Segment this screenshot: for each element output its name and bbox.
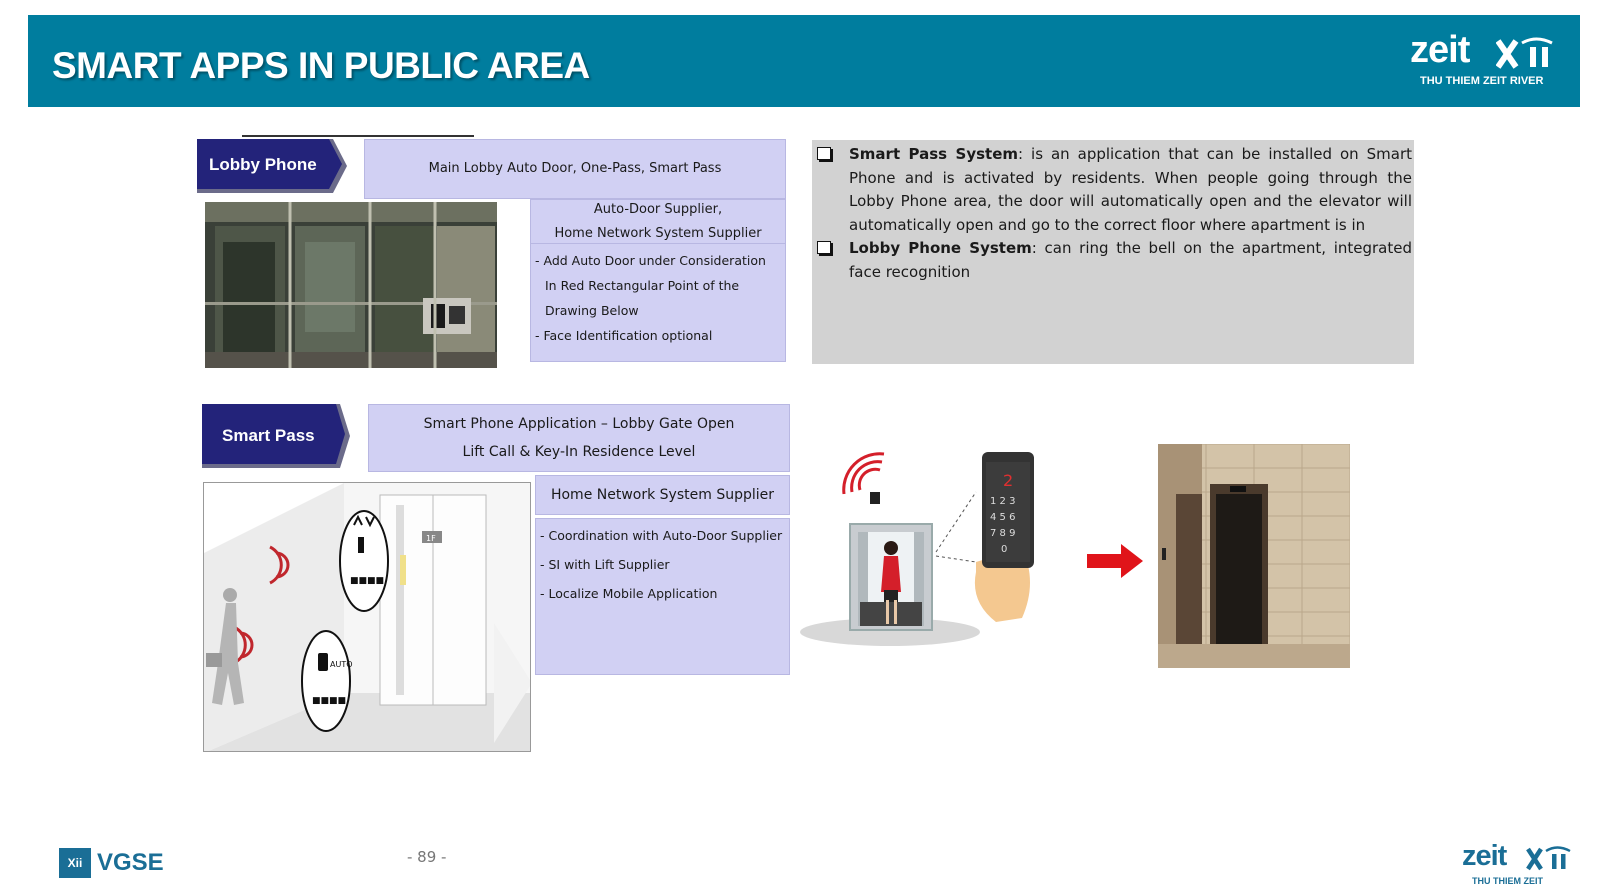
smart-pass-note-2: - SI with Lift Supplier [540, 557, 670, 572]
lobby-note-2: In Red Rectangular Point of the [545, 278, 740, 293]
phone-floor-number: 2 [1003, 471, 1014, 490]
info-item-text: : can ring the bell on the apartment, integrated face recognition [849, 239, 1412, 281]
lobby-main-text: Main Lobby Auto Door, One-Pass, Smart Pass [428, 161, 722, 176]
info-item-title: Smart Pass System [849, 145, 1019, 163]
auto-door-image-icon [205, 202, 497, 368]
info-panel [812, 140, 1414, 364]
smart-pass-notes-box [535, 518, 790, 675]
smart-pass-supplier-box [535, 475, 790, 515]
info-item-text: : is an application that can be installed on Smart Phone and is activated by residents. When people going through the Lobby Phone area, the door will automatically open and the elevator will automatically open and go to the correct floor where apartment is in [849, 145, 1412, 234]
info-item-smart-pass [812, 143, 1414, 237]
tag-top-rule [242, 135, 474, 137]
lobby-phone-tag [197, 139, 347, 191]
lobby-main-box [364, 139, 786, 199]
logo-subtitle: THU THIEM ZEIT RIVER [1420, 75, 1544, 87]
lobby-note-4: - Face Identification optional [535, 328, 713, 343]
phone-keys-row-1: 1 2 3 [990, 496, 1016, 507]
logo-word: zeit [1410, 29, 1470, 71]
zeit-xii-mark-icon [1526, 846, 1572, 872]
info-item-lobby-phone [812, 237, 1414, 284]
page-title: SMART APPS IN PUBLIC AREA [52, 45, 590, 86]
smart-pass-supplier-text: Home Network System Supplier [550, 487, 775, 503]
phone-keys-row-4: 0 [1001, 544, 1008, 555]
checkbox-bullet-icon [817, 241, 831, 254]
zeit-xii-mark-icon [1496, 37, 1556, 71]
lobby-note-1: - Add Auto Door under Consideration [535, 253, 766, 268]
smart-pass-note-1: - Coordination with Auto-Door Supplier [540, 528, 783, 543]
smart-pass-note-3: - Localize Mobile Application [540, 586, 718, 601]
lobby-note-3: Drawing Below [545, 303, 639, 318]
vgse-mark-icon: Xii [59, 848, 91, 878]
vgse-logo [59, 848, 164, 878]
lobby-supplier-line-2: Home Network System Supplier [554, 226, 762, 241]
zeit-logo [1410, 29, 1560, 89]
smart-pass-main-line-1: Smart Phone Application – Lobby Gate Open [423, 416, 735, 432]
lobby-phone-label: Lobby Phone [209, 155, 317, 174]
header-bar [28, 15, 1580, 107]
elevator-lobby-photo [1158, 444, 1350, 668]
lobby-door-photo [205, 202, 497, 368]
vgse-word: VGSE [97, 849, 164, 876]
phone-keys-row-2: 4 5 6 [990, 512, 1016, 523]
page-number: - 89 - [407, 848, 447, 866]
lobby-walk-diagram-icon [204, 483, 531, 752]
floor-label: 1F [426, 534, 436, 543]
logo-subtitle: THU THIEM ZEIT [1472, 876, 1543, 886]
lobby-supplier-line-1: Auto-Door Supplier, [593, 202, 723, 217]
smart-pass-label: Smart Pass [222, 426, 315, 445]
zeit-logo-footer [1462, 840, 1572, 892]
auto-label: AUTO [330, 660, 353, 669]
elevator-lobby-image-icon [1158, 444, 1350, 668]
lobby-notes-box [530, 243, 786, 362]
elevator-smartphone-icon [800, 452, 1060, 652]
red-arrow-icon [1087, 544, 1143, 578]
smart-pass-main-box [368, 404, 790, 472]
svg-text:■■■■: ■■■■ [312, 696, 347, 706]
checkbox-bullet-icon [817, 147, 831, 160]
smart-pass-diagram [203, 482, 531, 752]
phone-keys-row-3: 7 8 9 [990, 528, 1016, 539]
logo-word: zeit [1462, 840, 1507, 872]
smart-pass-tag [202, 404, 350, 468]
lobby-supplier-box [530, 199, 786, 245]
elevator-phone-illustration [800, 452, 1060, 652]
info-item-title: Lobby Phone System [849, 239, 1032, 257]
svg-text:■■■■: ■■■■ [350, 576, 385, 586]
smart-pass-main-line-2: Lift Call & Key-In Residence Level [462, 444, 696, 460]
